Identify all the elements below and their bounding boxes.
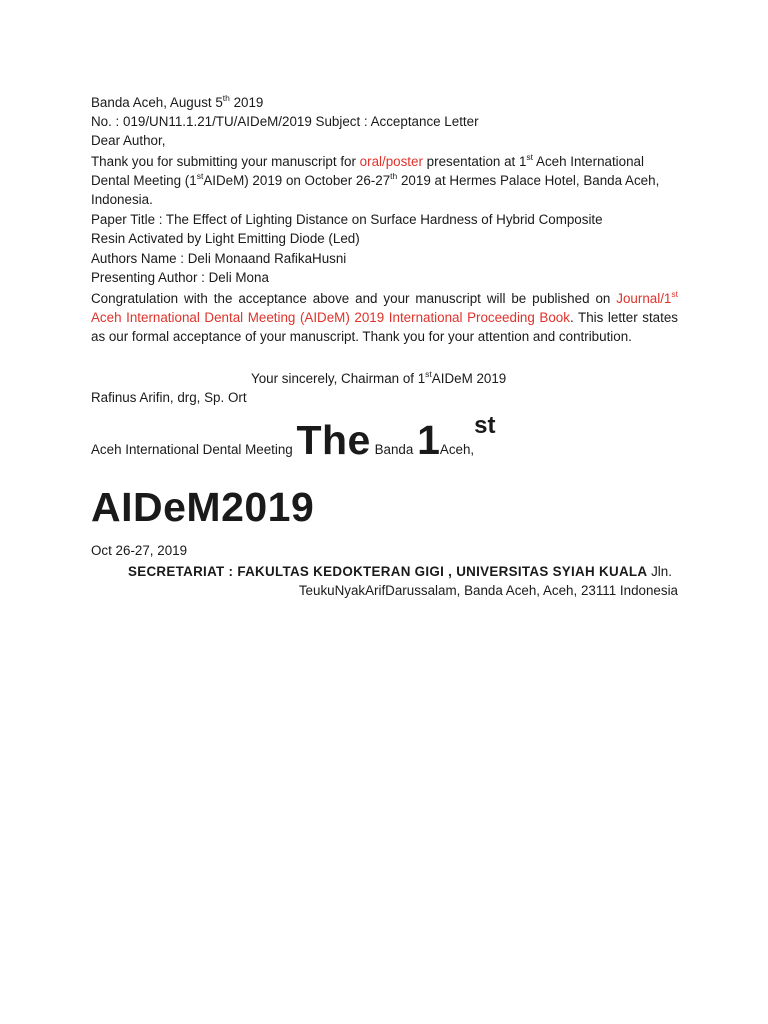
salutation: Dear Author, [91, 133, 166, 148]
presentation-type: oral/poster [359, 154, 423, 169]
secretariat-address: TeukuNyakArifDarussalam, Banda Aceh, Aceh, 23111 Indonesia [298, 583, 678, 598]
banner-meeting: Aceh International Dental Meeting [91, 442, 293, 457]
paper-title-cont: Resin Activated by Light Emitting Diode (Led) [91, 231, 360, 246]
letter-number-subject: No. : 019/UN11.1.21/TU/AIDeM/2019 Subject : Acceptance Letter [91, 114, 479, 129]
thanks-line-2: Dental Meeting (1stAIDeM) 2019 on October 26-27th 2019 at Hermes Palace Hotel, Banda Aceh, [91, 170, 660, 188]
banner-st: st [474, 412, 496, 439]
authors-name: Authors Name : Deli Monaand RafikaHusni [91, 251, 347, 266]
signatory: Rafinus Arifin, drg, Sp. Ort [91, 390, 247, 405]
banner-banda: Banda [374, 442, 414, 457]
thanks-line-1: Thank you for submitting your manuscript for oral/poster presentation at 1st Aceh International [91, 151, 644, 169]
secretariat: SECRETARIAT : FAKULTAS KEDOKTERAN GIGI , UNIVERSITAS SYIAH KUALA Jln. [128, 564, 672, 579]
banner-aceh: Aceh, [439, 442, 475, 457]
event-banner [91, 412, 496, 472]
banner-the: The [296, 417, 371, 463]
presenting-author: Presenting Author : Deli Mona [91, 270, 269, 285]
paper-title: Paper Title : The Effect of Lighting Distance on Surface Hardness of Hybrid Composite [91, 212, 603, 227]
proceeding-book-name: Aceh International Dental Meeting (AIDeM) 2019 International Proceeding Book [91, 310, 570, 325]
aidem-logo-text: AIDeM2019 [91, 484, 315, 530]
banner-one: 1 [417, 417, 440, 463]
place-date: Banda Aceh, August 5th 2019 [91, 92, 264, 110]
thanks-line-3: Indonesia. [91, 192, 153, 207]
closing: Your sincerely, Chairman of 1stAIDeM 2019 [251, 368, 507, 386]
event-dates: Oct 26-27, 2019 [91, 543, 188, 558]
congratulation-paragraph: Congratulation with the acceptance above and your manuscript will be published on Journal/1st Aceh International Dental Meeting (AIDeM) 2019 International Proceeding Book. This letter states as our formal acceptance of your manuscript. Thank you for your attention and contribution. [91, 288, 678, 344]
